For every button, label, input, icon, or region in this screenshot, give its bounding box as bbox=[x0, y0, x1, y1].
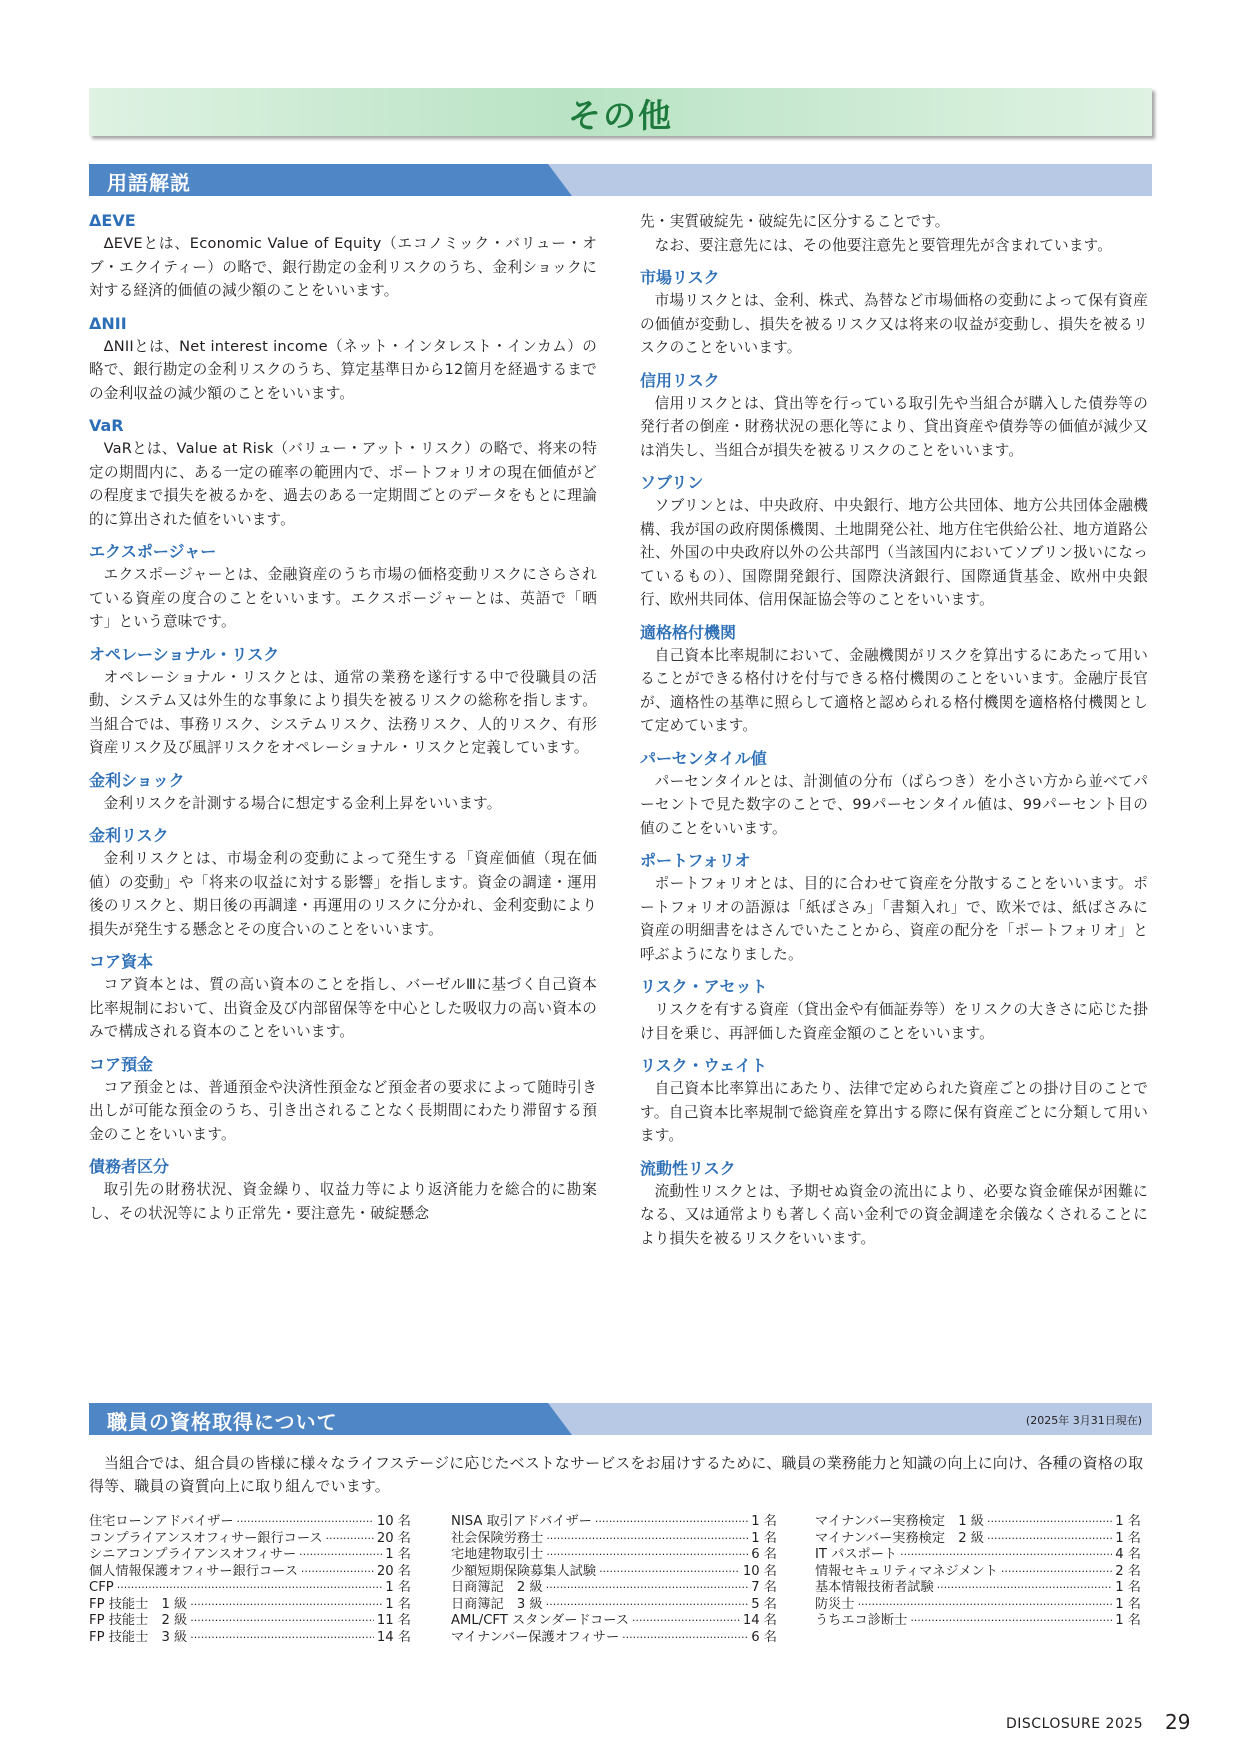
term-title: パーセンタイル値 bbox=[640, 748, 767, 768]
qualification-row bbox=[815, 1564, 1141, 1581]
leader-dots bbox=[301, 1564, 374, 1581]
term-title: 債務者区分 bbox=[89, 1157, 170, 1176]
qualification-row bbox=[89, 1547, 411, 1564]
term-body: パーセンタイルとは、計測値の分布（ばらつき）を小さい方から並べてパーセントで見た数字のことで、99パーセンタイル値は、99パーセント目の値のことをいいます。 bbox=[640, 772, 1148, 837]
leader-dots bbox=[326, 1531, 374, 1548]
qualification-name: 情報セキュリティマネジメント bbox=[815, 1563, 998, 1579]
qualification-count: 1 名 bbox=[1115, 1514, 1141, 1529]
glossary-section-header bbox=[89, 164, 1152, 196]
qualifications-list-col2 bbox=[451, 1514, 777, 1646]
qualification-count: 1 名 bbox=[385, 1580, 411, 1595]
leader-dots bbox=[987, 1531, 1112, 1548]
term-body: ポートフォリオとは、目的に合わせて資産を分散することをいいます。ポートフォリオの語源は「紙ばさみ」「書類入れ」で、欧米では、紙ばさみに資産の明細書をはさんでいたことから、資産の配分を「ポートフォリオ」と呼ぶようになりました。 bbox=[640, 875, 1148, 963]
qualification-count: 11 名 bbox=[376, 1613, 411, 1628]
qualification-row bbox=[451, 1630, 777, 1647]
qualification-name: シニアコンプライアンスオフィサー bbox=[89, 1547, 297, 1562]
term-title: ポートフォリオ bbox=[640, 851, 751, 870]
term-title: ΔNII bbox=[89, 313, 127, 333]
term-body: ソブリンとは、中央政府、中央銀行、地方公共団体、地方公共団体金融機構、我が国の政府関係機関、土地開発公社、地方住宅供給公社、地方道路公社、外国の中央政府以外の公共部門（当該国内においてソブリン扱いになっているもの）、国際開発銀行、国際決済銀行、国際通貨基金、欧州中央銀行、欧州共同体、信用保証協会等のことをいいます。 bbox=[640, 497, 1148, 608]
leader-dots bbox=[910, 1613, 1112, 1630]
leader-dots bbox=[190, 1597, 382, 1614]
glossary-left-column bbox=[89, 210, 597, 1235]
qualification-count: 1 名 bbox=[1115, 1596, 1141, 1612]
qualification-name: 個人情報保護オフィサー銀行コース bbox=[89, 1563, 298, 1579]
term-market-risk bbox=[640, 267, 1148, 360]
qualification-count: 1 名 bbox=[385, 1547, 411, 1562]
term-body: VaRとは、Value at Risk（バリュー・アット・リスク）の略で、将来の特定の期間内に、ある一定の確率の範囲内で、ポートフォリオの現在価値がどの程度まで損失を被るかを、過去のある一定期間ごとのデータをもとに理論的に算出された値をいいます。 bbox=[89, 440, 597, 528]
qualification-count: 1 名 bbox=[1115, 1530, 1141, 1546]
term-title: 適格格付機関 bbox=[640, 622, 737, 642]
term-interest-rate-risk bbox=[89, 825, 597, 941]
qualification-row bbox=[451, 1531, 777, 1548]
section-band-graphic bbox=[89, 164, 1152, 196]
leader-dots bbox=[546, 1547, 748, 1564]
term-body: 自己資本比率規制において、金融機関がリスクを算出するにあたって用いることができる格付けを付与できる格付機関のことをいいます。金融庁長官が、適格性の基準に照らして適格と認められる格付機関を適格格付機関として定めています。 bbox=[640, 646, 1148, 734]
qualification-count: 6 名 bbox=[751, 1629, 777, 1645]
qualification-row bbox=[451, 1613, 777, 1630]
term-core-capital bbox=[89, 951, 597, 1044]
term-var bbox=[89, 415, 597, 531]
leader-dots bbox=[237, 1514, 374, 1531]
term-risk-weight bbox=[640, 1055, 1148, 1148]
qualification-name: マイナンバー保護オフィサー bbox=[451, 1629, 620, 1645]
term-body: コア資本とは、質の高い資本のことを指し、バーゼルⅢに基づく自己資本比率規制において、出資金及び内部留保等を中心とした吸収力の高い資本のみで構成される資本のことをいいます。 bbox=[89, 976, 597, 1040]
qualification-name: コンプライアンスオフィサー銀行コース bbox=[89, 1530, 323, 1546]
qualification-count: 20 名 bbox=[376, 1530, 411, 1546]
term-debtor-classification bbox=[89, 1156, 597, 1225]
term-liquidity-risk bbox=[640, 1158, 1148, 1251]
leader-dots bbox=[900, 1547, 1112, 1564]
term-body: 市場リスクとは、金利、株式、為替など市場価格の変動によって保有資産の価値が変動し、損失を被るリスク又は将来の収益が変動し、損失を被るリスクのことをいいます。 bbox=[640, 292, 1148, 356]
qualification-count: 20 名 bbox=[376, 1563, 411, 1579]
qualification-row bbox=[815, 1613, 1141, 1630]
term-title: エクスポージャー bbox=[89, 542, 217, 561]
as-of-date: (2025年 3月31日現在) bbox=[1025, 1414, 1142, 1427]
qualification-name: マイナンバー実務検定 1 級 bbox=[815, 1514, 984, 1529]
qualification-name: FP 技能士 3 級 bbox=[89, 1629, 188, 1645]
qualification-name: うちエコ診断士 bbox=[815, 1613, 908, 1628]
term-body-continuation: 先・実質破綻先・破綻先に区分することです。 bbox=[640, 213, 950, 230]
qualification-row bbox=[89, 1613, 411, 1630]
leader-dots bbox=[546, 1597, 749, 1614]
term-body: 信用リスクとは、貸出等を行っている取引先や当組合が購入した債券等の発行者の倒産・財務状況の悪化等により、貸出資産や債券等の価値が減少又は消失し、当組合が損失を被るリスクのことをいいます。 bbox=[640, 394, 1148, 459]
term-interest-rate-shock bbox=[89, 770, 597, 816]
qualification-count: 14 名 bbox=[376, 1629, 411, 1645]
leader-dots bbox=[546, 1531, 748, 1548]
term-core-deposits bbox=[89, 1054, 597, 1147]
qualification-row bbox=[451, 1514, 777, 1531]
qualification-count: 14 名 bbox=[742, 1613, 777, 1628]
qualification-row bbox=[89, 1597, 411, 1614]
term-body: 金利リスクを計測する場合に想定する金利上昇をいいます。 bbox=[103, 794, 502, 812]
qualification-name: マイナンバー実務検定 2 級 bbox=[815, 1530, 984, 1546]
term-debtor-classification-continued bbox=[640, 210, 1148, 257]
term-title: コア資本 bbox=[89, 952, 154, 971]
term-exposure bbox=[89, 541, 597, 634]
qualification-name: 宅地建物取引士 bbox=[451, 1547, 544, 1562]
qualification-row bbox=[451, 1564, 777, 1581]
leader-dots bbox=[622, 1630, 748, 1647]
qualification-count: 10 名 bbox=[742, 1563, 777, 1579]
leader-dots bbox=[632, 1613, 740, 1630]
qualification-count: 5 名 bbox=[751, 1596, 777, 1612]
qualifications-list-col1 bbox=[89, 1514, 411, 1646]
page-title: その他 bbox=[568, 96, 673, 135]
leader-dots bbox=[190, 1630, 374, 1647]
term-body: 取引先の財務状況、資金繰り、収益力等により返済能力を総合的に勘案し、その状況等により正常先・要注意先・破綻懸念 bbox=[89, 1181, 597, 1222]
term-percentile bbox=[640, 748, 1148, 841]
leader-dots bbox=[299, 1547, 382, 1564]
qualification-count: 1 名 bbox=[1115, 1580, 1141, 1595]
term-title: オペレーショナル・リスク bbox=[89, 644, 280, 664]
qualifications-list-col3 bbox=[815, 1514, 1141, 1630]
term-title: コア預金 bbox=[89, 1054, 154, 1074]
qualification-row bbox=[451, 1547, 777, 1564]
qualification-count: 1 名 bbox=[751, 1514, 777, 1529]
qualification-name: 日商簿記 3 級 bbox=[451, 1596, 543, 1612]
term-body: 流動性リスクとは、予期せぬ資金の流出により、必要な資金確保が困難になる、又は通常よりも著しく高い金利での資金調達を余儀なくされることにより損失を被るリスクをいいます。 bbox=[640, 1182, 1148, 1247]
qualifications-intro: 当組合では、組合員の皆様に様々なライフステージに応じたベストなサービスをお届けするために、職員の業務能力と知識の向上に向け、各種の資格の取得等、職員の資質向上に取り組んでいます。 bbox=[89, 1454, 1144, 1495]
qualification-row bbox=[451, 1597, 777, 1614]
qualifications-heading: 職員の資格取得について bbox=[107, 1410, 338, 1434]
qualification-count: 10 名 bbox=[376, 1514, 411, 1529]
leader-dots bbox=[190, 1613, 374, 1630]
term-portfolio bbox=[640, 850, 1148, 966]
term-body: 自己資本比率算出にあたり、法律で定められた資産ごとの掛け目のことです。自己資本比率規制で総資産を算出する際に保有資産ごとに分類して用います。 bbox=[640, 1080, 1148, 1144]
term-body: コア預金とは、普通預金や決済性預金など預金者の要求によって随時引き出しが可能な預金のうち、引き出されることなく長期間にわたり滞留する預金のことをいいます。 bbox=[89, 1078, 597, 1143]
qualification-row bbox=[815, 1514, 1141, 1531]
leader-dots bbox=[117, 1580, 382, 1597]
qualification-name: CFP bbox=[89, 1580, 114, 1595]
qualifications-section-header bbox=[89, 1403, 1152, 1435]
term-eligible-rating-agency bbox=[640, 622, 1148, 738]
leader-dots bbox=[599, 1564, 740, 1581]
qualification-name: FP 技能士 1 級 bbox=[89, 1596, 188, 1612]
term-body: ΔEVEとは、Economic Value of Equity（エコノミック・バリュー・オブ・エクイティー）の略で、銀行勘定の金利リスクのうち、金利ショックに対する経済的価値の減少額のことをいいます。 bbox=[89, 235, 597, 299]
term-body: リスクを有する資産（貸出金や有価証券等）をリスクの大きさに応じた掛け目を乗じ、再評価した資産金額のことをいいます。 bbox=[640, 1001, 1148, 1042]
term-body: ΔNIIとは、Net interest income（ネット・インタレスト・インカム）の略で、銀行勘定の金利リスクのうち、算定基準日から12箇月を経過するまでの金利収益の減少額のことをいいます。 bbox=[89, 337, 597, 402]
footer-label: DISCLOSURE 2025 bbox=[1006, 1716, 1144, 1732]
qualification-name: 防災士 bbox=[815, 1596, 855, 1612]
qualification-count: 1 名 bbox=[751, 1530, 777, 1546]
qualification-name: NISA 取引アドバイザー bbox=[451, 1514, 592, 1529]
term-title: 信用リスク bbox=[640, 370, 720, 390]
qualification-row bbox=[89, 1531, 411, 1548]
qualification-name: 基本情報技術者試験 bbox=[815, 1580, 934, 1595]
qualification-count: 1 名 bbox=[385, 1596, 411, 1612]
leader-dots bbox=[546, 1580, 749, 1597]
qualification-name: 日商簿記 2 級 bbox=[451, 1580, 543, 1595]
glossary-heading: 用語解説 bbox=[107, 171, 191, 195]
term-body: 金利リスクとは、市場金利の変動によって発生する「資産価値（現在価値）の変動」や「将来の収益に対する影響」を指します。資金の調達・運用後のリスクと、期日後の再調達・再運用のリスクに分かれ、金利変動により損失が発生する懸念とその度合いのことをいいます。 bbox=[89, 850, 597, 938]
qualification-row bbox=[451, 1580, 777, 1597]
qualification-row bbox=[89, 1580, 411, 1597]
glossary-right-column bbox=[640, 210, 1148, 1260]
qualification-count: 4 名 bbox=[1115, 1547, 1141, 1562]
term-title: ΔEVE bbox=[89, 211, 136, 230]
term-title: リスク・アセット bbox=[640, 977, 768, 996]
term-body-note: なお、要注意先には、その他要注意先と要管理先が含まれています。 bbox=[654, 236, 1113, 254]
page-title-band bbox=[89, 88, 1152, 136]
qualification-name: FP 技能士 2 級 bbox=[89, 1613, 188, 1628]
leader-dots bbox=[1001, 1564, 1112, 1581]
term-title: 市場リスク bbox=[640, 268, 720, 287]
leader-dots bbox=[937, 1580, 1113, 1597]
qualification-count: 6 名 bbox=[751, 1547, 777, 1562]
qualification-name: AML/CFT スタンダードコース bbox=[451, 1613, 629, 1628]
term-delta-eve bbox=[89, 210, 597, 303]
qualification-row bbox=[815, 1580, 1141, 1597]
qualification-name: IT パスポート bbox=[815, 1547, 898, 1562]
term-title: ソブリン bbox=[640, 473, 704, 492]
term-body: エクスポージャーとは、金融資産のうち市場の価格変動リスクにさらされている資産の度合のことをいいます。エクスポージャーとは、英語で「晒す」という意味です。 bbox=[89, 566, 597, 630]
qualification-row bbox=[815, 1597, 1141, 1614]
leader-dots bbox=[595, 1514, 748, 1531]
term-title: VaR bbox=[89, 416, 124, 435]
term-title: 金利ショック bbox=[89, 770, 185, 790]
qualification-name: 少額短期保険募集人試験 bbox=[451, 1563, 597, 1579]
term-title: 流動性リスク bbox=[640, 1158, 736, 1178]
qualification-row bbox=[89, 1514, 411, 1531]
qualification-name: 社会保険労務士 bbox=[451, 1530, 544, 1546]
page-number: 29 bbox=[1165, 1710, 1191, 1734]
qualification-name: 住宅ローンアドバイザー bbox=[89, 1514, 234, 1529]
qualification-count: 2 名 bbox=[1115, 1563, 1141, 1579]
qualification-count: 1 名 bbox=[1115, 1613, 1141, 1628]
leader-dots bbox=[858, 1597, 1113, 1614]
term-title: 金利リスク bbox=[89, 826, 169, 845]
qualification-count: 7 名 bbox=[751, 1580, 777, 1595]
term-delta-nii bbox=[89, 313, 597, 406]
qualification-row bbox=[815, 1531, 1141, 1548]
leader-dots bbox=[987, 1514, 1112, 1531]
term-body: オペレーショナル・リスクとは、通常の業務を遂行する中で役職員の活動、システム又は外生的な事象により損失を被るリスクの総称を指します。当組合では、事務リスク、システムリスク、法務リスク、人的リスク、有形資産リスク及び風評リスクをオペレーショナル・リスクと定義しています。 bbox=[89, 668, 597, 756]
qualification-row bbox=[815, 1547, 1141, 1564]
term-credit-risk bbox=[640, 370, 1148, 463]
qualification-row bbox=[89, 1630, 411, 1647]
term-title: リスク・ウェイト bbox=[640, 1056, 768, 1075]
term-risk-asset bbox=[640, 976, 1148, 1045]
qualification-row bbox=[89, 1564, 411, 1581]
term-operational-risk bbox=[89, 644, 597, 760]
term-sovereign bbox=[640, 472, 1148, 612]
